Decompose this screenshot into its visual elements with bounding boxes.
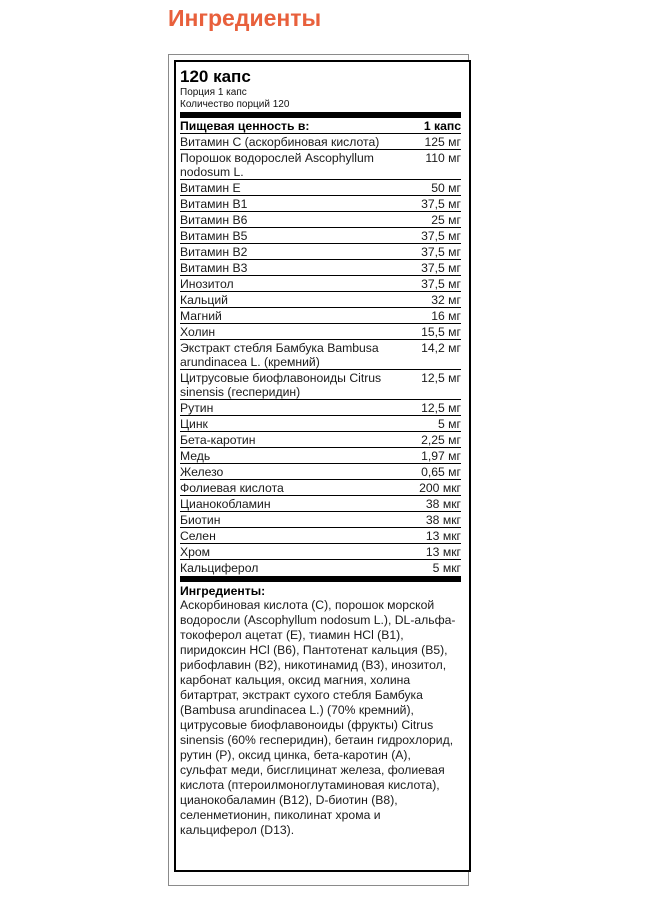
nutrient-name: Кальций xyxy=(180,292,413,308)
table-row xyxy=(180,416,461,432)
nutrient-amount: 37,5 мг xyxy=(413,228,461,244)
nutrient-amount: 15,5 мг xyxy=(413,324,461,340)
table-row xyxy=(180,448,461,464)
nutrient-amount: 1,97 мг xyxy=(413,448,461,464)
table-row xyxy=(180,544,461,560)
header-name: Пищевая ценность в: xyxy=(180,118,413,134)
nutrient-name: Медь xyxy=(180,448,413,464)
nutrient-name: Кальциферол xyxy=(180,561,259,575)
table-row xyxy=(180,432,461,448)
table-row xyxy=(180,370,461,400)
nutrient-name: Селен xyxy=(180,528,413,544)
table-row xyxy=(180,292,461,308)
nutrient-name: Инозитол xyxy=(180,276,413,292)
nutrient-name: Фолиевая кислота xyxy=(180,480,413,496)
nutrient-amount: 2,25 мг xyxy=(413,432,461,448)
nutrient-name: Витамин В2 xyxy=(180,244,413,260)
nutrient-amount: 200 мкг xyxy=(413,480,461,496)
nutrient-name: Железо xyxy=(180,464,413,480)
table-row xyxy=(180,150,461,180)
table-row xyxy=(180,212,461,228)
table-row xyxy=(180,308,461,324)
nutrient-name: Цитрусовые биофлавоноиды Citrus sinensis (гесперидин) xyxy=(180,370,413,400)
table-row xyxy=(180,260,461,276)
nutrient-name: Витамин В6 xyxy=(180,212,413,228)
servings-title: 120 капс xyxy=(180,67,251,86)
nutrient-name: Витамин Е xyxy=(180,180,413,196)
nutrient-amount: 37,5 мг xyxy=(413,260,461,276)
nutrient-amount: 5 мкг xyxy=(432,561,461,575)
table-row xyxy=(180,496,461,512)
table-row xyxy=(180,512,461,528)
nutrient-amount: 5 мг xyxy=(413,416,461,432)
table-row xyxy=(180,134,461,150)
nutrient-name: Цинк xyxy=(180,416,413,432)
ingredients-heading: Ингредиенты: xyxy=(180,584,266,598)
nutrient-amount: 14,2 мг xyxy=(413,340,461,370)
table-row xyxy=(180,196,461,212)
serving-size: Порция 1 капс xyxy=(180,87,247,98)
table-row xyxy=(180,228,461,244)
nutrient-name: Хром xyxy=(180,544,413,560)
nutrition-label-content xyxy=(180,67,461,838)
nutrient-amount: 37,5 мг xyxy=(413,244,461,260)
nutrient-name: Биотин xyxy=(180,512,413,528)
table-row xyxy=(180,464,461,480)
nutrient-name: Порошок водорослей Ascophyllum nodosum L. xyxy=(180,150,413,180)
nutrient-amount: 0,65 мг xyxy=(413,464,461,480)
table-row xyxy=(180,400,461,416)
thick-divider-bottom xyxy=(180,576,461,582)
nutrient-amount: 12,5 мг xyxy=(413,400,461,416)
table-row xyxy=(180,180,461,196)
nutrient-name: Холин xyxy=(180,324,413,340)
nutrient-amount: 38 мкг xyxy=(413,496,461,512)
nutrient-amount: 13 мкг xyxy=(413,544,461,560)
nutrient-name: Рутин xyxy=(180,400,413,416)
nutrient-name: Витамин В1 xyxy=(180,196,413,212)
servings-per-container: Количество порций 120 xyxy=(180,99,290,110)
nutrient-name: Витамин С (аскорбиновая кислота) xyxy=(180,134,413,150)
ingredients-text: Аскорбиновая кислота (С), порошок морской водоросли (Ascophyllum nodosum L.), DL-альфа-токоферол ацетат (Е), тиамин HCl (В1), пиридоксин HCl (В6), Пантотенат кальция (В5), рибофлавин (В2), никотинамид (В3), инозитол, карбонат кальция, оксид магния, холина битартрат, экстракт сухого стебля Бамбука (Bambusa arundinacea L.) (70% кремний), цитрусовые биофлавоноиды (фрукты) Citrus sinensis (60% гесперидин), бетаин гидрохлорид, рутин (Р), оксид цинка, бета-каротин (А), сульфат меди, бисглицинат железа, фолиевая кислота (птероилмоноглутаминовая кислота), цианокобаламин (В12), D-биотин (В8), селенметионин, пиколинат хрома и кальциферол (D13). xyxy=(180,598,456,837)
nutrient-name: Цианокобламин xyxy=(180,496,413,512)
nutrient-amount: 12,5 мг xyxy=(413,370,461,400)
nutrient-amount: 13 мкг xyxy=(413,528,461,544)
nutrient-name: Витамин В5 xyxy=(180,228,413,244)
table-row xyxy=(180,340,461,370)
nutrient-amount: 50 мг xyxy=(413,180,461,196)
nutrient-amount: 32 мг xyxy=(413,292,461,308)
page-title: Ингредиенты xyxy=(168,5,322,31)
nutrient-amount: 110 мг xyxy=(413,150,461,180)
nutrient-amount: 25 мг xyxy=(413,212,461,228)
nutrition-table-header xyxy=(180,118,461,134)
nutrition-table xyxy=(180,118,461,575)
nutrient-name: Магний xyxy=(180,308,413,324)
nutrition-label xyxy=(174,60,471,872)
nutrient-amount: 16 мг xyxy=(413,308,461,324)
nutrient-amount: 37,5 мг xyxy=(413,276,461,292)
table-row xyxy=(180,244,461,260)
table-row xyxy=(180,276,461,292)
header-amount: 1 капс xyxy=(413,118,461,134)
table-row xyxy=(180,480,461,496)
nutrient-name: Витамин В3 xyxy=(180,260,413,276)
table-row xyxy=(180,560,461,576)
nutrient-name: Экстракт стебля Бамбука Bambusa arundinacea L. (кремний) xyxy=(180,340,413,370)
nutrient-amount: 38 мкг xyxy=(413,512,461,528)
table-row xyxy=(180,324,461,340)
nutrient-amount: 125 мг xyxy=(413,134,461,150)
nutrient-amount: 37,5 мг xyxy=(413,196,461,212)
table-row xyxy=(180,528,461,544)
nutrient-name: Бета-каротин xyxy=(180,432,413,448)
